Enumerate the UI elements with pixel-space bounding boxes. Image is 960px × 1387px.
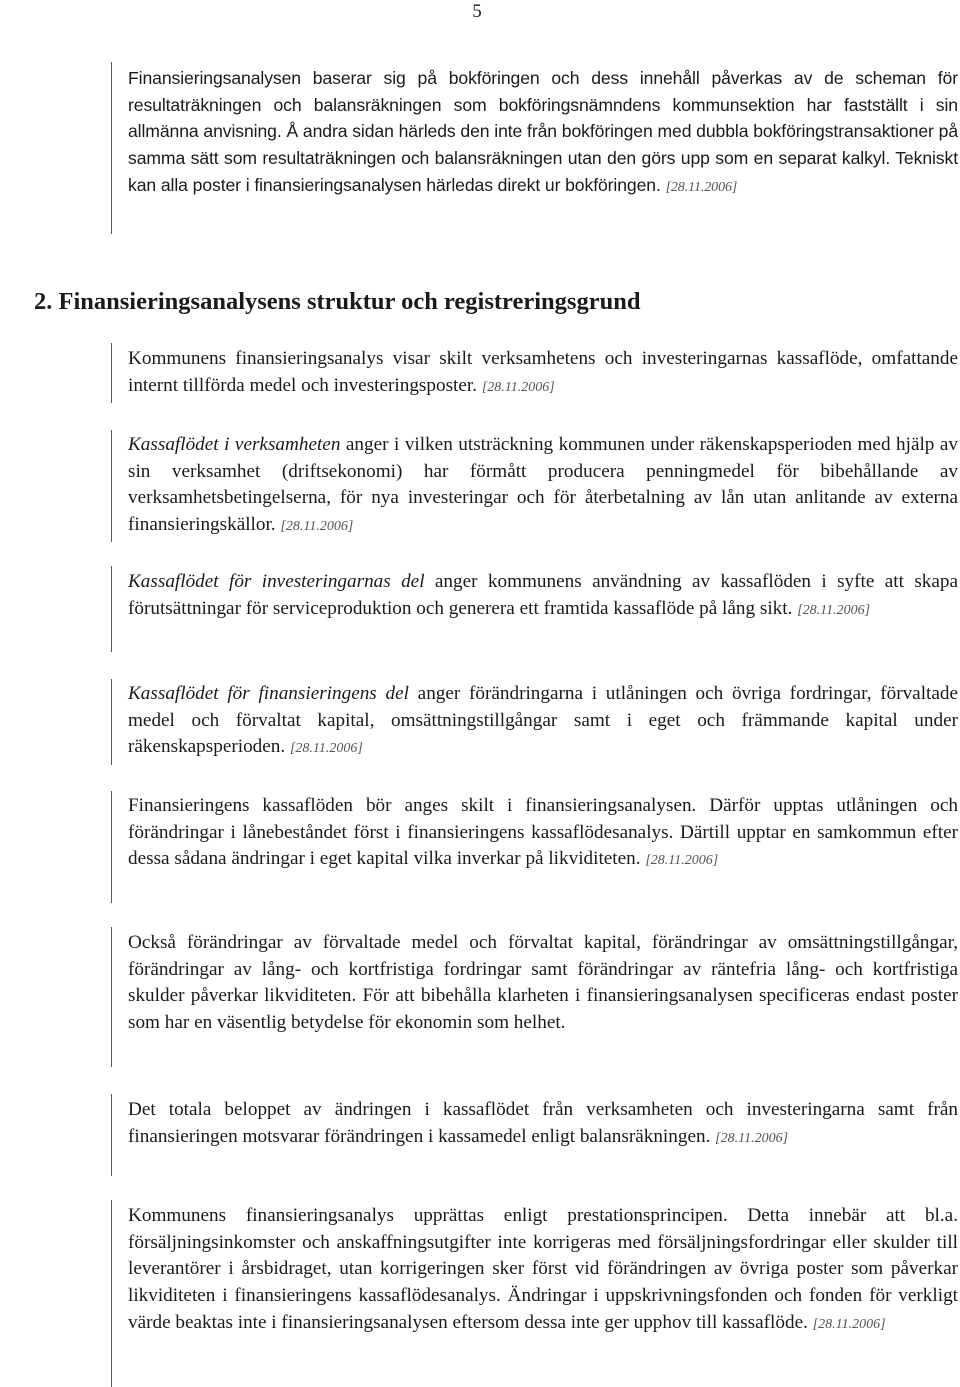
paragraph-investment-cashflow	[128, 569, 958, 624]
paragraph-structure	[128, 346, 958, 401]
paragraph-financing-cashflow	[128, 681, 958, 763]
paragraph-operations-cashflow	[128, 432, 958, 541]
change-bar	[111, 566, 112, 652]
paragraph-financing-flows	[128, 793, 958, 875]
paragraph-intro	[128, 65, 958, 202]
paragraph-text: Det totala beloppet av ändringen i kassaflödet från verksamheten och investeringarna samt från finansieringen motsvarar förändringen i kassamedel enligt balansräkningen.	[128, 1099, 958, 1147]
defined-term: Kassaflödet i verksamheten	[128, 434, 341, 455]
paragraph-total-amount	[128, 1097, 958, 1152]
paragraph-text: Också förändringar av förvaltade medel och förvaltat kapital, förändringar av omsättningstillgångar, förändringar av lång- och kortfristiga fordringar samt förändringar av räntefria lång- och kortfristiga skulder påverkar likviditeten. För att bibehålla klarheten i finansieringsanalysen specificeras endast poster som har en väsentlig betydelse för ekonomin som helhet.	[128, 932, 958, 1034]
paragraph-text: anger kommunens användning av kassaflöden i syfte att skapa förutsättningar för serviceproduktion och generera ett framtida kassaflöde på lång sikt.	[128, 571, 958, 619]
change-bar	[111, 430, 112, 542]
defined-term: Kassaflödet för finansieringens del	[128, 683, 409, 704]
change-bar	[111, 927, 112, 1067]
change-bar	[111, 1200, 112, 1387]
revision-date: [28.11.2006]	[797, 602, 871, 618]
revision-date: [28.11.2006]	[665, 179, 738, 195]
paragraph-liquidity-changes	[128, 930, 958, 1037]
change-bar	[111, 62, 112, 234]
paragraph-text: Kommunens finansieringsanalys visar skilt verksamhetens och investeringarnas kassaflöde, omfattande internt tillförda medel och investeringsposter.	[128, 348, 958, 396]
paragraph-text: Kommunens finansieringsanalys upprättas enligt prestationsprincipen. Detta innebär att bl.a. försäljningsinkomster och anskaffningsutgifter inte korrigeras med försäljningsfordringar eller skulder till leverantörer i årsbidraget, utan korrigeringen sker först vid förändringen av övriga poster som påverkar likviditeten i finansieringens kassaflödesanalys. Ändringar i uppskrivningsfonden och fonden för verkligt värde beaktas inte i finansieringsanalysen eftersom dessa inte ger upphov till kassaflöde.	[128, 1205, 958, 1333]
defined-term: Kassaflödet för investeringarnas del	[128, 571, 425, 592]
change-bar	[111, 343, 112, 403]
paragraph-accrual-principle	[128, 1203, 958, 1339]
section-heading: 2. Finansieringsanalysens struktur och registreringsgrund	[34, 288, 641, 315]
change-bar	[111, 1094, 112, 1176]
revision-date: [28.11.2006]	[645, 853, 719, 869]
revision-date: [28.11.2006]	[289, 741, 363, 757]
paragraph-text: Finansieringens kassaflöden bör anges skilt i finansieringsanalysen. Därför upptas utlåningen och förändringar i lånebeståndet först i finansieringens kassaflödesanalys. Därtill upptar en samkommun efter dessa sådana ändringar i eget kapital vilka inverkar på likviditeten.	[128, 795, 958, 870]
paragraph-text: Finansieringsanalysen baserar sig på bokföringen och dess innehåll påverkas av de scheman för resultaträkningen och balansräkningen som bokföringsnämndens kommunsektion har fastställt i sin allmänna anvisning. Å andra sidan härleds den inte från bokföringen med dubbla bokföringstransaktioner på samma sätt som resultaträkningen och balansräkningen utan den görs upp som en separat kalkyl. Tekniskt kan alla poster i finansieringsanalysen härledas direkt ur bokföringen.	[128, 68, 958, 195]
change-bar	[111, 791, 112, 903]
page-number: 5	[472, 1, 482, 22]
revision-date: [28.11.2006]	[280, 519, 354, 535]
revision-date: [28.11.2006]	[715, 1130, 789, 1146]
revision-date: [28.11.2006]	[481, 379, 555, 395]
revision-date: [28.11.2006]	[812, 1316, 886, 1332]
change-bar	[111, 679, 112, 765]
paragraph-text: anger förändringarna i utlåningen och övriga fordringar, förvaltade medel och förvaltat kapital, omsättningstillgångar samt i eget och främmande kapital under räkenskapsperioden.	[128, 683, 958, 758]
paragraph-text: anger i vilken utsträckning kommunen under räkenskapsperioden med hjälp av sin verksamhet (driftsekonomi) har förmått producera penningmedel för bibehållande av verksamhetsbetingelserna, för nya investeringar och för återbetalning av lån utan anlitande av externa finansieringskällor.	[128, 434, 958, 536]
